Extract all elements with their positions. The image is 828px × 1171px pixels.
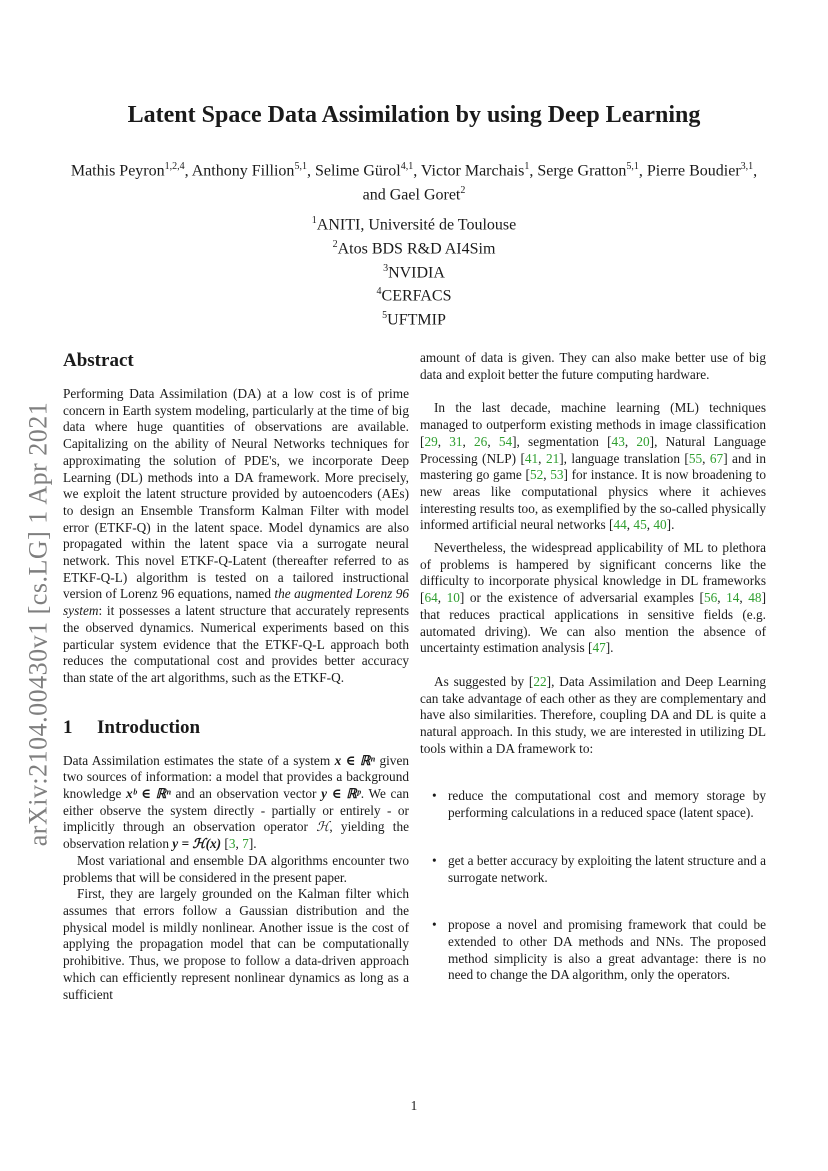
affiliation: [0, 259, 828, 283]
citation-link[interactable]: 45: [633, 517, 647, 533]
author-affiliation-mark: 4,1: [400, 161, 414, 172]
paper-title: Latent Space Data Assimilation by using Deep Learning: [127, 102, 701, 128]
affiliation-name: ANITI, Université de Toulouse: [316, 216, 517, 234]
intro-paragraph-ml: In the last decade, machine learning (ML) techniques managed to outperform existing methods in image classification [29, 31, 26, 54], segmentation [43, 20], Natural Language Processing (NLP) [41, 21], language translation [55, 67] and in mastering go game [52, 53] for instance. It is now broadening to new areas like computational physics where it achieves interesting results too, as exemplified by the so-called physically informed artificial neural networks [44, 45, 40].: [420, 400, 767, 533]
citation-link[interactable]: 44: [613, 517, 627, 533]
author-separator: ,: [529, 162, 538, 180]
text-segment: ] that reduces practical applications in sensitive fields (e.g. automated driving). We can also mention the absence of uncertainty estimation analysis [: [420, 590, 767, 656]
author-affiliation-mark: 1: [524, 161, 530, 172]
abstract-italic-term: the augmented Lorenz 96 system: [63, 586, 409, 619]
intro-paragraph-1: Data Assimilation estimates the state of a system x ∈ ℝⁿ given two sources of information: a model that provides a background knowledge xᵇ ∈ ℝⁿ and an observation vector y ∈ ℝᵖ. We can either observe the system directly - partially or entirely - or implicitly through an observation operator ℋ, yielding the observation relation y = ℋ(x) [3, 7].: [63, 752, 410, 852]
author-name: Gael Goret: [389, 186, 461, 204]
citation-link[interactable]: 3: [228, 836, 236, 852]
intro-paragraph-continued: amount of data is given. They can also make better use of big data and exploit better the future computing hardware.: [420, 350, 766, 382]
text-segment: ].: [605, 640, 614, 656]
text-segment: ] for instance. It is now broadening to new areas like computational physics where it achieves interesting results too, as exemplified by the so-called physically informed artificial neural networks [: [420, 467, 766, 533]
citation-link[interactable]: 43: [611, 433, 625, 449]
citation-link[interactable]: 22: [533, 673, 547, 689]
citation-link[interactable]: 14: [726, 590, 740, 606]
affiliation-mark: 3: [383, 262, 389, 274]
arxiv-stamp: [14, 374, 62, 874]
right-column: [420, 350, 766, 1015]
citation-link[interactable]: 64: [424, 590, 438, 606]
author-name: Selime Gürol: [314, 162, 401, 180]
text-segment: ] or the existence of adversarial examples [: [459, 590, 704, 606]
citation-link[interactable]: 54: [498, 433, 513, 449]
text-segment: ], language translation [: [559, 450, 689, 466]
author-affiliation-mark: 2: [460, 185, 466, 197]
citation-link[interactable]: 48: [748, 590, 762, 606]
affiliation-list: [0, 211, 828, 330]
section-heading-introduction: [63, 717, 409, 739]
author-name: Pierre Boudier: [646, 162, 741, 180]
text-segment: ] and in mastering go game [: [420, 450, 767, 483]
abstract-text: Performing Data Assimilation (DA) at a low cost is of prime concern in Earth system modeling, particularly at the time of big data where huge quantities of observations are available. Capitalizing on the ability of Neural Networks techniques for approximating the solution of PDE's, we incorporate Deep Learning (DL) methods into a DA framework. More precisely, we exploit the latent structure provided by autoencoders (AEs) to design an Ensemble Transform Kalman Filter with model error (ETKF-Q) in the latent space. Model dynamics are also propagated within the latent space via a surrogate neural network. This novel ETKF-Q-Latent (thereafter referred to as ETKF-Q-L) algorithm is tested on a tailored instructional version of Lorenz 96 equations, named the augmented Lorenz 96 system: it possesses a latent structure that accurately represents the observed dynamics. Numerical experiments based on this particular system evidence that the ETKF-Q-L approach both reduces the computational cost and provides better accuracy than state of the art algorithms, such as the ETKF-Q.: [63, 386, 409, 685]
citation-link[interactable]: 56: [703, 590, 718, 606]
citation-link[interactable]: 55: [688, 450, 703, 466]
citation-link[interactable]: 26: [474, 433, 488, 449]
text-segment: Nevertheless, the widespread applicability of ML to plethora of problems is hampered by significant concerns like the difficulty to incorporate physical knowledge in DL frameworks [: [420, 540, 766, 606]
citation-link[interactable]: 41: [524, 450, 539, 466]
author-separator: , and: [362, 162, 758, 204]
list-item: • reduce the computational cost and memory storage by performing calculations in a reduced space (latent space).: [432, 788, 766, 821]
citation-link[interactable]: 67: [709, 450, 724, 466]
text-segment: As suggested by [: [434, 673, 534, 689]
list-item: • get a better accuracy by exploiting the latent structure and a surrogate network.: [432, 852, 766, 885]
text-segment: ].: [666, 517, 675, 533]
affiliation-mark: 2: [332, 238, 338, 250]
intro-paragraph-nevertheless: Nevertheless, the widespread applicability of ML to plethora of problems is hampered by significant concerns like the difficulty to incorporate physical knowledge in DL frameworks [64, 10] or the existence of adversarial examples [56, 14, 48] that reduces practical applications in sensitive fields (e.g. automated driving). We can also mention the absence of uncertainty estimation analysis [47].: [420, 540, 767, 656]
intro-paragraph-suggested: [420, 674, 766, 758]
affiliation-mark: 1: [311, 215, 317, 226]
list-item: • propose a novel and promising framework that could be extended to other DA methods and NNs. The proposed method simplicity is also a great advantage: there is no need to change the DA algorithm, only the operators.: [432, 917, 766, 983]
section-number: 1: [63, 716, 73, 738]
affiliation-name: UFTMIP: [387, 311, 446, 329]
affiliation-name: CERFACS: [381, 287, 452, 305]
affiliation: [0, 211, 828, 235]
affiliation: [0, 282, 828, 306]
author-separator: ,: [306, 162, 315, 180]
author-list: [60, 157, 768, 206]
citation-link[interactable]: 52: [529, 467, 544, 483]
intro-paragraph-3: First, they are largely grounded on the Kalman filter which assumes that errors follow a Gaussian distribution and the physical model is mildly nonlinear. Another issue is the cost of applying the propagation model that can be computationally prohibitive. Thus, we propose to follow a data-driven approach which can efficiently represent nonlinear dynamics as long as a sufficient: [63, 886, 409, 1002]
citation-link[interactable]: 47: [592, 640, 606, 656]
author-affiliation-mark: 5,1: [626, 161, 639, 172]
author-name: Victor Marchais: [420, 162, 525, 180]
author-name: Serge Gratton: [537, 162, 627, 180]
intro-paragraph-2: Most variational and ensemble DA algorithms encounter two problems that will be considered in the present paper.: [63, 852, 409, 885]
abstract-heading: Abstract: [63, 350, 134, 371]
citation-link[interactable]: 29: [424, 433, 438, 449]
author-separator: ,: [413, 162, 421, 180]
text-segment: ], Data Assimilation and Deep Learning can take advantage of each other as they are complementary and have also similarities. Therefore, coupling DA and DL is quite a natural approach. In this study, we are interested in utilizing DL tools within a DA framework to:: [420, 673, 767, 756]
affiliation-name: Atos BDS R&D AI4Sim: [337, 240, 496, 258]
contribution-list: [420, 788, 766, 984]
author-separator: ,: [638, 162, 647, 180]
author-name: Anthony Fillion: [191, 162, 295, 180]
text-segment: ], segmentation [: [512, 433, 612, 449]
citation-link[interactable]: 53: [550, 467, 564, 483]
affiliation-mark: 4: [376, 286, 382, 298]
left-column: [63, 350, 409, 1003]
affiliation: [0, 235, 828, 259]
citation-link[interactable]: 10: [446, 590, 460, 606]
citation-link[interactable]: 31: [449, 433, 463, 449]
citation-link[interactable]: 21: [545, 450, 560, 466]
affiliation-mark: 5: [382, 310, 388, 322]
section-title: Introduction: [97, 716, 201, 738]
citation-link[interactable]: 20: [636, 433, 650, 449]
arxiv-stamp-text: arXiv:2104.00430v1 [cs.LG] 1 Apr 2021: [23, 401, 52, 847]
author-affiliation-mark: 5,1: [294, 161, 307, 172]
citation-link[interactable]: 40: [653, 517, 667, 533]
author-name: Mathis Peyron: [70, 162, 165, 180]
bullet-icon: •: [432, 917, 437, 933]
author-separator: ,: [184, 162, 192, 180]
author-affiliation-mark: 3,1: [740, 161, 754, 172]
text-segment: In the last decade, machine learning (ML) techniques managed to outperform existing methods in image classification [: [420, 400, 766, 449]
affiliation: [0, 306, 828, 330]
bullet-icon: •: [432, 788, 437, 804]
author-affiliation-mark: 1,2,4: [164, 161, 185, 172]
citation-link[interactable]: 7: [242, 836, 249, 852]
affiliation-name: NVIDIA: [388, 263, 445, 281]
page-number: 1: [410, 1098, 418, 1113]
text-segment: ], Natural Language Processing (NLP) [: [420, 433, 767, 466]
bullet-icon: •: [432, 852, 437, 868]
